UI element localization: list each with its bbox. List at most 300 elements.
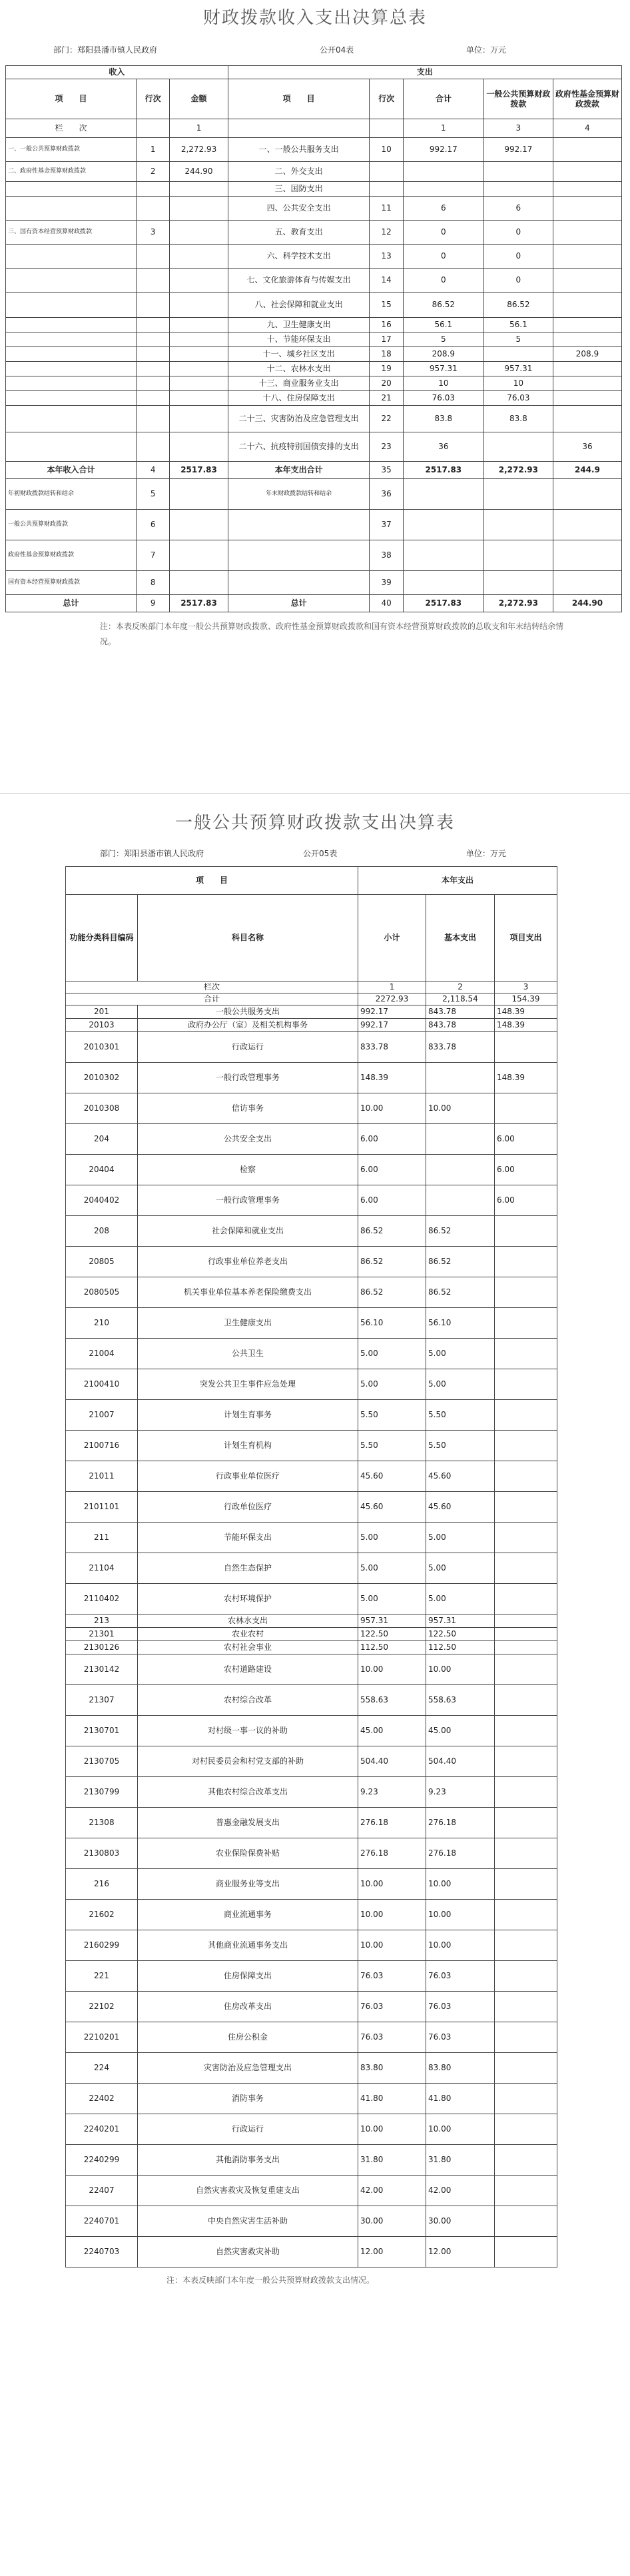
t1-row bbox=[6, 332, 622, 347]
t2-row bbox=[66, 1216, 557, 1247]
income-line bbox=[136, 432, 169, 462]
expend-item: 五、教育支出 bbox=[228, 221, 370, 245]
t2-subtotal: 833.78 bbox=[358, 1032, 426, 1063]
expend-gov-fund bbox=[553, 540, 621, 571]
expend-line: 35 bbox=[370, 462, 403, 479]
income-line bbox=[136, 347, 169, 362]
t2-subtotal: 12.00 bbox=[358, 2237, 426, 2267]
t2-basic: 5.00 bbox=[426, 1369, 495, 1400]
income-amount bbox=[170, 406, 228, 432]
t2-basic: 45.00 bbox=[426, 1716, 495, 1746]
income-line: 4 bbox=[136, 462, 169, 479]
t2-code: 2101101 bbox=[66, 1492, 138, 1523]
t2-row bbox=[66, 1185, 557, 1216]
table1-code: 公开04表 bbox=[320, 45, 354, 55]
table1-title: 财政拨款收入支出决算总表 bbox=[202, 8, 427, 28]
t2-basic: 5.00 bbox=[426, 1523, 495, 1553]
expend-general bbox=[483, 182, 553, 197]
t2-subtotal: 992.17 bbox=[358, 1005, 426, 1019]
t2-basic: 76.03 bbox=[426, 1992, 495, 2022]
expend-gov-fund bbox=[553, 571, 621, 595]
table2-note: 注：本表反映部门本年度一般公共预算财政拨款支出情况。 bbox=[166, 2275, 375, 2285]
t2-project bbox=[495, 1308, 557, 1339]
t2-basic: 5.00 bbox=[426, 1553, 495, 1584]
expend-item: 六、科学技术支出 bbox=[228, 245, 370, 269]
t2-basic: 5.50 bbox=[426, 1400, 495, 1431]
expend-line: 18 bbox=[370, 347, 403, 362]
t2-col-year: 本年支出 bbox=[358, 867, 557, 895]
seq-cell: 1 bbox=[170, 119, 228, 138]
expend-total bbox=[403, 510, 483, 540]
t2-code: 208 bbox=[66, 1216, 138, 1247]
t2-code: 20805 bbox=[66, 1247, 138, 1277]
t2-subtotal: 30.00 bbox=[358, 2206, 426, 2237]
t2-project bbox=[495, 1930, 557, 1961]
seq-cell: 4 bbox=[553, 119, 621, 138]
table1-note: 注：本表反映部门本年度一般公共预算财政拨款、政府性基金预算财政拨款和国有资本经营预算财政拨款的总收支和年末结转结余情况。 bbox=[100, 622, 564, 646]
expend-item: 一、一般公共服务支出 bbox=[228, 138, 370, 162]
t2-subtotal: 5.00 bbox=[358, 1584, 426, 1614]
expend-line: 21 bbox=[370, 391, 403, 406]
col-line: 行次 bbox=[136, 79, 169, 119]
t2-basic: 45.60 bbox=[426, 1492, 495, 1523]
income-amount bbox=[170, 510, 228, 540]
t2-code: 22402 bbox=[66, 2084, 138, 2114]
t2-code: 2130803 bbox=[66, 1838, 138, 1869]
t2-code: 2160299 bbox=[66, 1930, 138, 1961]
t2-subtotal: 10.00 bbox=[358, 1654, 426, 1685]
income-amount: 244.90 bbox=[170, 162, 228, 182]
expend-item: 四、公共安全支出 bbox=[228, 197, 370, 221]
income-amount bbox=[170, 432, 228, 462]
t1-row-balance bbox=[6, 510, 622, 540]
t2-code: 210 bbox=[66, 1308, 138, 1339]
expend-total: 76.03 bbox=[403, 391, 483, 406]
expend-item: 三、国防支出 bbox=[228, 182, 370, 197]
seq-cell bbox=[136, 119, 169, 138]
expend-item: 十、节能环保支出 bbox=[228, 332, 370, 347]
expend-gov-fund bbox=[553, 197, 621, 221]
income-line bbox=[136, 362, 169, 376]
t2-row bbox=[66, 1553, 557, 1584]
t2-basic: 5.00 bbox=[426, 1584, 495, 1614]
col-general: 一般公共预算财政拨款 bbox=[483, 79, 553, 119]
t2-basic: 504.40 bbox=[426, 1746, 495, 1777]
t1-row bbox=[6, 362, 622, 376]
t2-subtotal: 122.50 bbox=[358, 1628, 426, 1641]
t2-name: 自然生态保护 bbox=[138, 1553, 358, 1584]
table2-dept: 部门：郑阳县潘市镇人民政府 bbox=[100, 849, 204, 858]
t2-subtotal: 504.40 bbox=[358, 1746, 426, 1777]
t2-row bbox=[66, 1019, 557, 1032]
t2-name: 行政运行 bbox=[138, 2114, 358, 2145]
t2-code: 21007 bbox=[66, 1400, 138, 1431]
t2-subtotal: 45.60 bbox=[358, 1492, 426, 1523]
t2-code: 2080505 bbox=[66, 1277, 138, 1308]
t2-subtotal: 10.00 bbox=[358, 2114, 426, 2145]
expend-gov-fund: 36 bbox=[553, 432, 621, 462]
income-amount bbox=[170, 479, 228, 510]
expend-line bbox=[370, 162, 403, 182]
expend-general bbox=[483, 510, 553, 540]
income-line: 3 bbox=[136, 221, 169, 245]
income-line bbox=[136, 269, 169, 293]
t2-name: 行政事业单位医疗 bbox=[138, 1461, 358, 1492]
expend-total: 992.17 bbox=[403, 138, 483, 162]
t2-project: 148.39 bbox=[495, 1063, 557, 1093]
expend-item bbox=[228, 540, 370, 571]
t2-project bbox=[495, 1628, 557, 1641]
t2-row bbox=[66, 1654, 557, 1685]
t2-name: 农村道路建设 bbox=[138, 1654, 358, 1685]
t2-name: 住房改革支出 bbox=[138, 1992, 358, 2022]
t2-code: 2130142 bbox=[66, 1654, 138, 1685]
seq-cell: 3 bbox=[483, 119, 553, 138]
expend-gov-fund bbox=[553, 138, 621, 162]
expend-gov-fund bbox=[553, 269, 621, 293]
t2-seq-cell: 3 bbox=[495, 981, 557, 993]
expend-item: 七、文化旅游体育与传媒支出 bbox=[228, 269, 370, 293]
t1-row bbox=[6, 391, 622, 406]
expend-item: 二十三、灾害防治及应急管理支出 bbox=[228, 406, 370, 432]
t2-subtotal: 148.39 bbox=[358, 1063, 426, 1093]
income-line bbox=[136, 182, 169, 197]
expend-item: 十三、商业服务业支出 bbox=[228, 376, 370, 391]
expend-line bbox=[370, 182, 403, 197]
expend-item bbox=[228, 571, 370, 595]
table2-unit: 单位：万元 bbox=[466, 849, 507, 858]
t2-project bbox=[495, 2053, 557, 2084]
expend-general: 0 bbox=[483, 245, 553, 269]
t2-code: 2010302 bbox=[66, 1063, 138, 1093]
income-item bbox=[6, 432, 137, 462]
t2-basic bbox=[426, 1185, 495, 1216]
t2-row bbox=[66, 2145, 557, 2176]
expend-item: 年末财政拨款结转和结余 bbox=[228, 479, 370, 510]
income-amount bbox=[170, 269, 228, 293]
t2-name: 社会保障和就业支出 bbox=[138, 1216, 358, 1247]
col-line2: 行次 bbox=[370, 79, 403, 119]
t2-code: 2010308 bbox=[66, 1093, 138, 1124]
t2-basic: 5.50 bbox=[426, 1431, 495, 1461]
t2-row bbox=[66, 1124, 557, 1155]
t2-row bbox=[66, 1777, 557, 1808]
table2 bbox=[65, 866, 557, 2267]
t2-row bbox=[66, 2053, 557, 2084]
expend-general bbox=[483, 571, 553, 595]
t2-project bbox=[495, 1492, 557, 1523]
expend-gov-fund bbox=[553, 162, 621, 182]
t2-basic: 276.18 bbox=[426, 1838, 495, 1869]
t2-row bbox=[66, 1746, 557, 1777]
t2-subtotal: 5.50 bbox=[358, 1431, 426, 1461]
t1-row bbox=[6, 293, 622, 318]
income-item: 总计 bbox=[6, 595, 137, 612]
t2-row bbox=[66, 1900, 557, 1930]
expend-gov-fund bbox=[553, 362, 621, 376]
t2-basic: 12.00 bbox=[426, 2237, 495, 2267]
col-gov-fund: 政府性基金预算财政拨款 bbox=[553, 79, 621, 119]
t2-name: 行政事业单位养老支出 bbox=[138, 1247, 358, 1277]
expend-line: 23 bbox=[370, 432, 403, 462]
t2-subtotal: 86.52 bbox=[358, 1247, 426, 1277]
t2-basic bbox=[426, 1063, 495, 1093]
expend-line: 20 bbox=[370, 376, 403, 391]
t2-name: 对村民委员会和村党支部的补助 bbox=[138, 1746, 358, 1777]
income-line bbox=[136, 245, 169, 269]
t2-project bbox=[495, 1247, 557, 1277]
expend-total: 2517.83 bbox=[403, 462, 483, 479]
t2-subtotal: 45.00 bbox=[358, 1716, 426, 1746]
expend-line: 40 bbox=[370, 595, 403, 612]
income-amount bbox=[170, 182, 228, 197]
expend-general bbox=[483, 347, 553, 362]
t2-project bbox=[495, 1277, 557, 1308]
t2-subtotal: 31.80 bbox=[358, 2145, 426, 2176]
expend-line: 14 bbox=[370, 269, 403, 293]
expend-total bbox=[403, 182, 483, 197]
t2-project bbox=[495, 2206, 557, 2237]
expend-gov-fund bbox=[553, 293, 621, 318]
t2-name: 卫生健康支出 bbox=[138, 1308, 358, 1339]
t2-project bbox=[495, 2084, 557, 2114]
t2-row bbox=[66, 1308, 557, 1339]
t2-subtotal: 5.00 bbox=[358, 1369, 426, 1400]
expend-line: 16 bbox=[370, 318, 403, 332]
income-line: 2 bbox=[136, 162, 169, 182]
t2-subtotal: 9.23 bbox=[358, 1777, 426, 1808]
t2-col-project: 项目支出 bbox=[495, 895, 557, 981]
t1-row bbox=[6, 162, 622, 182]
expend-gov-fund bbox=[553, 221, 621, 245]
expend-line: 22 bbox=[370, 406, 403, 432]
t2-code: 213 bbox=[66, 1614, 138, 1628]
income-item bbox=[6, 293, 137, 318]
expend-header: 支出 bbox=[228, 66, 621, 79]
t2-name: 农村环境保护 bbox=[138, 1584, 358, 1614]
t2-project bbox=[495, 2176, 557, 2206]
t2-subtotal: 6.00 bbox=[358, 1155, 426, 1185]
t2-subtotal: 5.00 bbox=[358, 1553, 426, 1584]
t2-code: 211 bbox=[66, 1523, 138, 1553]
expend-gov-fund bbox=[553, 182, 621, 197]
col-amount: 金额 bbox=[170, 79, 228, 119]
t2-basic: 10.00 bbox=[426, 2114, 495, 2145]
t2-subtotal: 45.60 bbox=[358, 1461, 426, 1492]
expend-item: 二、外交支出 bbox=[228, 162, 370, 182]
t2-row bbox=[66, 1093, 557, 1124]
t2-basic: 122.50 bbox=[426, 1628, 495, 1641]
t2-name: 其他农村综合改革支出 bbox=[138, 1777, 358, 1808]
expend-total: 36 bbox=[403, 432, 483, 462]
t2-project: 6.00 bbox=[495, 1155, 557, 1185]
income-amount bbox=[170, 362, 228, 376]
t2-name: 一般行政管理事务 bbox=[138, 1063, 358, 1093]
expend-item: 八、社会保障和就业支出 bbox=[228, 293, 370, 318]
seq-cell: 1 bbox=[403, 119, 483, 138]
t2-code: 224 bbox=[66, 2053, 138, 2084]
t2-name: 一般公共服务支出 bbox=[138, 1005, 358, 1019]
t2-name: 农林水支出 bbox=[138, 1614, 358, 1628]
income-amount bbox=[170, 318, 228, 332]
income-line: 5 bbox=[136, 479, 169, 510]
income-line: 6 bbox=[136, 510, 169, 540]
t2-code: 2130799 bbox=[66, 1777, 138, 1808]
t2-basic: 41.80 bbox=[426, 2084, 495, 2114]
t2-subtotal: 6.00 bbox=[358, 1124, 426, 1155]
income-item bbox=[6, 269, 137, 293]
t2-basic bbox=[426, 1124, 495, 1155]
t2-code: 2100410 bbox=[66, 1369, 138, 1400]
expend-gov-fund: 208.9 bbox=[553, 347, 621, 362]
expend-total bbox=[403, 162, 483, 182]
expend-total: 957.31 bbox=[403, 362, 483, 376]
t2-row bbox=[66, 1628, 557, 1641]
t2-code: 2130126 bbox=[66, 1641, 138, 1654]
t2-name: 中央自然灾害生活补助 bbox=[138, 2206, 358, 2237]
expend-total: 6 bbox=[403, 197, 483, 221]
t2-row bbox=[66, 1838, 557, 1869]
t2-code: 2240701 bbox=[66, 2206, 138, 2237]
expend-line: 17 bbox=[370, 332, 403, 347]
page-divider bbox=[0, 793, 630, 794]
t2-row bbox=[66, 1584, 557, 1614]
table1 bbox=[5, 65, 622, 612]
t2-name: 对村级一事一议的补助 bbox=[138, 1716, 358, 1746]
t2-basic: 10.00 bbox=[426, 1093, 495, 1124]
t2-project bbox=[495, 1641, 557, 1654]
t2-project bbox=[495, 2022, 557, 2053]
seq-label: 栏 次 bbox=[6, 119, 137, 138]
t2-basic: 9.23 bbox=[426, 1777, 495, 1808]
income-item bbox=[6, 318, 137, 332]
t2-row bbox=[66, 1005, 557, 1019]
expend-line: 12 bbox=[370, 221, 403, 245]
income-header: 收入 bbox=[6, 66, 228, 79]
t2-row bbox=[66, 2114, 557, 2145]
t2-code: 21004 bbox=[66, 1339, 138, 1369]
col-total: 合计 bbox=[403, 79, 483, 119]
t2-project bbox=[495, 1746, 557, 1777]
t2-code: 2240703 bbox=[66, 2237, 138, 2267]
expend-gov-fund bbox=[553, 376, 621, 391]
t2-name: 信访事务 bbox=[138, 1093, 358, 1124]
expend-general: 0 bbox=[483, 221, 553, 245]
table2-section bbox=[0, 800, 630, 2576]
t2-name: 计划生育机构 bbox=[138, 1431, 358, 1461]
t1-row-balance bbox=[6, 479, 622, 510]
t2-project bbox=[495, 1961, 557, 1992]
t2-row bbox=[66, 1063, 557, 1093]
t2-project bbox=[495, 1400, 557, 1431]
t2-row bbox=[66, 1247, 557, 1277]
t2-basic bbox=[426, 1155, 495, 1185]
expend-item: 十二、农林水支出 bbox=[228, 362, 370, 376]
t2-subtotal: 76.03 bbox=[358, 2022, 426, 2053]
t2-seq-label: 栏次 bbox=[66, 981, 358, 993]
t2-name: 农业保险保费补贴 bbox=[138, 1838, 358, 1869]
t2-row bbox=[66, 1400, 557, 1431]
t2-subtotal: 86.52 bbox=[358, 1216, 426, 1247]
t2-row bbox=[66, 1808, 557, 1838]
expend-item bbox=[228, 510, 370, 540]
t2-project bbox=[495, 2114, 557, 2145]
t1-row bbox=[6, 347, 622, 362]
income-item: 年初财政拨款结转和结余 bbox=[6, 479, 137, 510]
t2-seq-cell: 2 bbox=[426, 981, 495, 993]
income-line: 8 bbox=[136, 571, 169, 595]
t2-subtotal: 957.31 bbox=[358, 1614, 426, 1628]
t2-code: 201 bbox=[66, 1005, 138, 1019]
t2-subtotal: 10.00 bbox=[358, 1900, 426, 1930]
table2-code: 公开05表 bbox=[303, 849, 338, 858]
t2-row bbox=[66, 2022, 557, 2053]
t2-name: 其他消防事务支出 bbox=[138, 2145, 358, 2176]
expend-general: 992.17 bbox=[483, 138, 553, 162]
t2-project bbox=[495, 1614, 557, 1628]
t2-project bbox=[495, 1523, 557, 1553]
t2-code: 21011 bbox=[66, 1461, 138, 1492]
t2-subtotal: 558.63 bbox=[358, 1685, 426, 1716]
income-line: 7 bbox=[136, 540, 169, 571]
income-amount bbox=[170, 293, 228, 318]
t2-name: 检察 bbox=[138, 1155, 358, 1185]
t2-subtotal: 83.80 bbox=[358, 2053, 426, 2084]
t2-row bbox=[66, 2237, 557, 2267]
t2-subtotal: 41.80 bbox=[358, 2084, 426, 2114]
expend-general bbox=[483, 540, 553, 571]
t2-code: 21301 bbox=[66, 1628, 138, 1641]
expend-total: 83.8 bbox=[403, 406, 483, 432]
t2-project bbox=[495, 2145, 557, 2176]
income-amount: 2,272.93 bbox=[170, 138, 228, 162]
t2-project bbox=[495, 2237, 557, 2267]
t1-row-balance bbox=[6, 571, 622, 595]
income-amount bbox=[170, 391, 228, 406]
t2-row bbox=[66, 1339, 557, 1369]
t2-name: 农村综合改革 bbox=[138, 1685, 358, 1716]
t2-subtotal: 112.50 bbox=[358, 1641, 426, 1654]
t2-name: 农业农村 bbox=[138, 1628, 358, 1641]
t2-row bbox=[66, 2206, 557, 2237]
t1-row bbox=[6, 197, 622, 221]
t2-row bbox=[66, 1155, 557, 1185]
income-line: 9 bbox=[136, 595, 169, 612]
t2-row bbox=[66, 1369, 557, 1400]
expend-line: 39 bbox=[370, 571, 403, 595]
income-amount bbox=[170, 197, 228, 221]
t2-subtotal: 6.00 bbox=[358, 1185, 426, 1216]
t2-code: 216 bbox=[66, 1869, 138, 1900]
expend-total bbox=[403, 479, 483, 510]
t2-basic: 31.80 bbox=[426, 2145, 495, 2176]
t2-project: 148.39 bbox=[495, 1019, 557, 1032]
t2-project bbox=[495, 1838, 557, 1869]
t2-row bbox=[66, 1716, 557, 1746]
expend-total: 0 bbox=[403, 245, 483, 269]
income-amount bbox=[170, 245, 228, 269]
t2-total-cell: 2,118.54 bbox=[426, 993, 495, 1005]
income-item bbox=[6, 245, 137, 269]
t2-seq-cell: 1 bbox=[358, 981, 426, 993]
t1-row-grand-total bbox=[6, 595, 622, 612]
expend-general: 76.03 bbox=[483, 391, 553, 406]
income-line bbox=[136, 376, 169, 391]
t2-project bbox=[495, 1369, 557, 1400]
t2-project bbox=[495, 1216, 557, 1247]
t2-code: 21308 bbox=[66, 1808, 138, 1838]
expend-total: 10 bbox=[403, 376, 483, 391]
